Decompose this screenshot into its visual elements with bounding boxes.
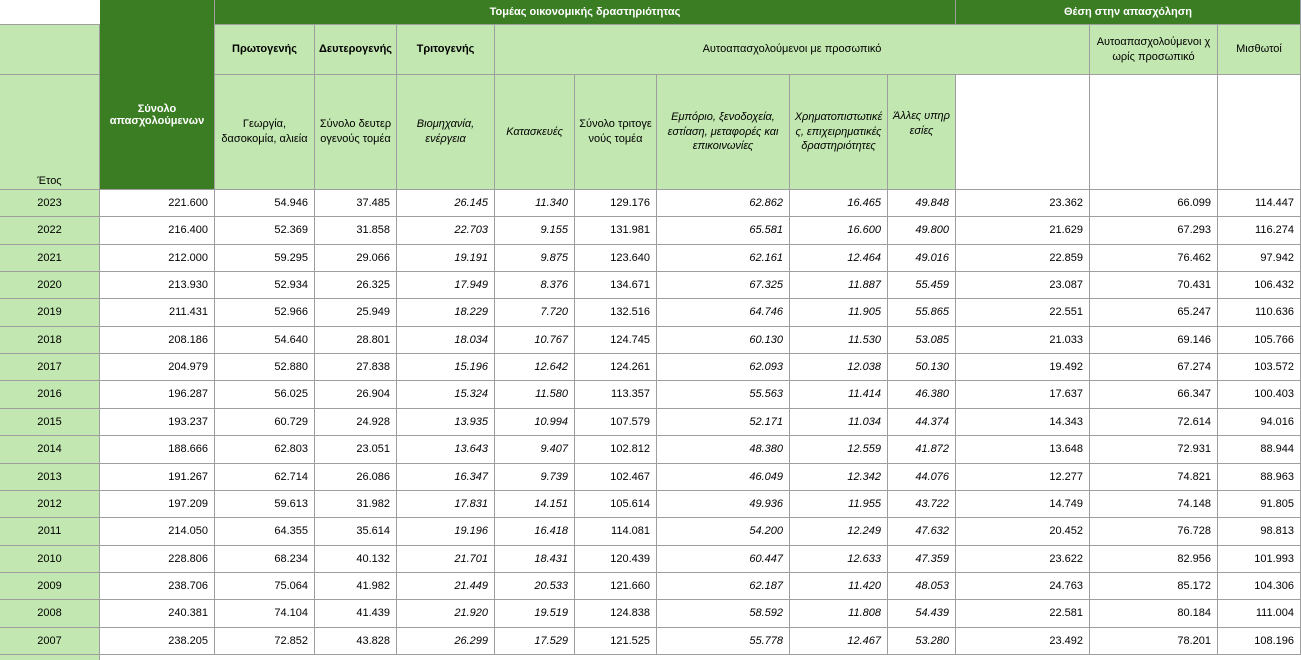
cell-self-employed-with-staff[interactable]: 23.492 [956, 628, 1090, 655]
header-industry-text: Βιομηχανία, ενέργεια [416, 118, 475, 145]
cell-employees[interactable]: 110.636 [1218, 299, 1301, 327]
header-tertiary-total-text: Σύνολο τριτογενούς τομέα [579, 118, 652, 145]
cell-self-employed-without-staff[interactable]: 72.614 [1090, 409, 1218, 436]
header-primary-text: Πρωτογενής [232, 43, 297, 56]
cell-other-services[interactable]: 43.722 [888, 491, 956, 518]
cell-other-services[interactable]: 55.459 [888, 272, 956, 299]
header-finance[interactable] [790, 75, 888, 190]
cell-total-employed[interactable]: 238.205 [100, 628, 215, 655]
cell-finance[interactable]: 12.467 [790, 628, 888, 655]
cell-year[interactable]: 2010 [0, 546, 100, 573]
cell-employees[interactable]: 94.016 [1218, 409, 1301, 436]
cell-secondary-total[interactable]: 24.928 [315, 409, 397, 436]
cell-finance[interactable]: 11.808 [790, 600, 888, 628]
cell-total-employed[interactable]: 240.381 [100, 600, 215, 628]
header-other-services-text: Άλλες υπηρεσίες [893, 110, 950, 137]
header-construction[interactable] [495, 75, 575, 190]
cell-trade[interactable]: 52.171 [657, 409, 790, 436]
cell-trade[interactable]: 62.862 [657, 190, 790, 217]
cell-trade[interactable]: 60.130 [657, 327, 790, 354]
header-group-position-text: Θέση στην απασχόληση [1063, 6, 1193, 18]
cell-total-employed[interactable]: 228.806 [100, 546, 215, 573]
cell-self-employed-with-staff[interactable]: 21.033 [956, 327, 1090, 354]
cell-tertiary-total[interactable]: 107.579 [575, 409, 657, 436]
cell-secondary-total[interactable]: 27.838 [315, 354, 397, 381]
cell-self-employed-with-staff[interactable]: 23.087 [956, 272, 1090, 299]
header-primary[interactable] [215, 25, 315, 75]
cell-construction[interactable]: 10.767 [495, 327, 575, 354]
header-group-sector-text: Τομέας οικονομικής δραστηριότητας [489, 6, 681, 18]
cell-finance[interactable]: 12.559 [790, 436, 888, 464]
cell-construction[interactable]: 11.580 [495, 381, 575, 409]
cell-self-employed-without-staff[interactable]: 74.148 [1090, 491, 1218, 518]
cell-secondary-total[interactable]: 43.828 [315, 628, 397, 655]
header-other-services[interactable] [888, 75, 956, 190]
cell-year[interactable]: 2007 [0, 628, 100, 655]
cell-construction[interactable]: 9.739 [495, 464, 575, 491]
cell-industry[interactable]: 13.643 [397, 436, 495, 464]
cell-total-employed[interactable]: 221.600 [100, 190, 215, 217]
cell-self-employed-without-staff[interactable]: 76.462 [1090, 245, 1218, 272]
cell-self-employed-with-staff[interactable]: 13.648 [956, 436, 1090, 464]
header-construction-text: Κατασκευές [506, 125, 563, 138]
header-group-sector[interactable] [215, 0, 956, 25]
cell-year[interactable]: 2018 [0, 327, 100, 354]
cell-year[interactable]: 2017 [0, 354, 100, 381]
cell-year[interactable]: 2014 [0, 436, 100, 464]
cell-self-employed-without-staff[interactable]: 65.247 [1090, 299, 1218, 327]
cell-employees[interactable]: 114.447 [1218, 190, 1301, 217]
cell-finance[interactable]: 16.600 [790, 217, 888, 245]
cell-other-services[interactable]: 50.130 [888, 354, 956, 381]
cell-self-employed-with-staff[interactable]: 23.622 [956, 546, 1090, 573]
cell-secondary-total[interactable]: 29.066 [315, 245, 397, 272]
cell-trade[interactable]: 55.778 [657, 628, 790, 655]
cell-industry[interactable]: 17.949 [397, 272, 495, 299]
cell-year[interactable]: 2013 [0, 464, 100, 491]
cell-secondary-total[interactable]: 31.982 [315, 491, 397, 518]
cell-industry[interactable]: 15.196 [397, 354, 495, 381]
cell-secondary-total[interactable]: 41.439 [315, 600, 397, 628]
cell-year[interactable]: 2021 [0, 245, 100, 272]
cell-tertiary-total[interactable]: 124.261 [575, 354, 657, 381]
cell-finance[interactable]: 11.530 [790, 327, 888, 354]
cell-employees[interactable]: 101.993 [1218, 546, 1301, 573]
cell-other-services[interactable]: 44.076 [888, 464, 956, 491]
header-secondary-total-text: Σύνολο δευτερογενούς τομέα [319, 118, 392, 145]
cell-secondary-total[interactable]: 26.325 [315, 272, 397, 299]
header-self-employed-without-staff-text: Αυτοαπασχολούμενοι χωρίς προσωπικό [1096, 35, 1211, 63]
cell-industry[interactable]: 18.034 [397, 327, 495, 354]
header-agriculture-text: Γεωργία, δασοκομία, αλιεία [221, 118, 308, 145]
cell-self-employed-without-staff[interactable]: 78.201 [1090, 628, 1218, 655]
cell-construction[interactable]: 19.519 [495, 600, 575, 628]
cell-tertiary-total[interactable]: 113.357 [575, 381, 657, 409]
cell-self-employed-with-staff[interactable]: 22.551 [956, 299, 1090, 327]
cell-self-employed-with-staff[interactable]: 19.492 [956, 354, 1090, 381]
header-trade[interactable] [657, 75, 790, 190]
header-blank-b [956, 75, 1090, 190]
cell-trade[interactable]: 58.592 [657, 600, 790, 628]
cell-other-services[interactable]: 48.053 [888, 573, 956, 600]
cell-total-employed[interactable]: 213.930 [100, 272, 215, 299]
cell-secondary-total[interactable]: 41.982 [315, 573, 397, 600]
cell-total-employed[interactable]: 212.000 [100, 245, 215, 272]
cell-agriculture[interactable]: 74.104 [215, 600, 315, 628]
cell-agriculture[interactable]: 60.729 [215, 409, 315, 436]
cell-total-employed[interactable]: 238.706 [100, 573, 215, 600]
header-tertiary-text: Τριτογενής [416, 43, 475, 56]
header-year[interactable] [0, 75, 100, 190]
header-year-text: Έτος [37, 175, 62, 188]
cell-finance[interactable]: 11.955 [790, 491, 888, 518]
cell-trade[interactable]: 48.380 [657, 436, 790, 464]
cell-trade[interactable]: 67.325 [657, 272, 790, 299]
cell-finance[interactable]: 11.414 [790, 381, 888, 409]
cell-self-employed-without-staff[interactable]: 76.728 [1090, 518, 1218, 546]
cell-trade[interactable]: 60.447 [657, 546, 790, 573]
cell-construction[interactable]: 10.994 [495, 409, 575, 436]
cell-employees[interactable]: 88.944 [1218, 436, 1301, 464]
cell-total-employed[interactable]: 191.267 [100, 464, 215, 491]
cell-other-services[interactable]: 53.085 [888, 327, 956, 354]
cell-total-employed[interactable]: 211.431 [100, 299, 215, 327]
cell-self-employed-without-staff[interactable]: 80.184 [1090, 600, 1218, 628]
cell-employees[interactable]: 116.274 [1218, 217, 1301, 245]
header-industry[interactable] [397, 75, 495, 190]
cell-tertiary-total[interactable]: 124.838 [575, 600, 657, 628]
header-blank-d [1218, 75, 1301, 190]
cell-industry[interactable]: 19.191 [397, 245, 495, 272]
cell-self-employed-with-staff[interactable]: 14.749 [956, 491, 1090, 518]
header-finance-text: Χρηματοπιστωτικές, επιχειρηματικές δραστηριότητες [794, 110, 883, 153]
cell-employees[interactable]: 91.805 [1218, 491, 1301, 518]
cell-total-employed[interactable]: 214.050 [100, 518, 215, 546]
cell-other-services[interactable]: 41.872 [888, 436, 956, 464]
cell-construction[interactable]: 18.431 [495, 546, 575, 573]
cell-secondary-total[interactable]: 40.132 [315, 546, 397, 573]
cell-secondary-total[interactable]: 26.904 [315, 381, 397, 409]
cell-industry[interactable]: 19.196 [397, 518, 495, 546]
cell-year[interactable]: 2011 [0, 518, 100, 546]
cell-agriculture[interactable]: 72.852 [215, 628, 315, 655]
cell-employees[interactable]: 104.306 [1218, 573, 1301, 600]
cell-tertiary-total[interactable]: 134.671 [575, 272, 657, 299]
header-self-employed-with-staff-text: Αυτοαπασχολούμενοι με προσωπικό [702, 43, 882, 56]
cell-agriculture[interactable]: 59.613 [215, 491, 315, 518]
cell-industry[interactable]: 15.324 [397, 381, 495, 409]
cell-employees[interactable]: 105.766 [1218, 327, 1301, 354]
cell-tertiary-total[interactable]: 114.081 [575, 518, 657, 546]
cell-self-employed-with-staff[interactable]: 22.859 [956, 245, 1090, 272]
cell-self-employed-without-staff[interactable]: 67.293 [1090, 217, 1218, 245]
cell-trade[interactable]: 49.936 [657, 491, 790, 518]
cell-employees[interactable]: 103.572 [1218, 354, 1301, 381]
cell-self-employed-without-staff[interactable]: 66.347 [1090, 381, 1218, 409]
cell-other-services[interactable]: 53.280 [888, 628, 956, 655]
header-agriculture[interactable] [215, 75, 315, 190]
cell-agriculture[interactable]: 64.355 [215, 518, 315, 546]
cell-self-employed-with-staff[interactable]: 20.452 [956, 518, 1090, 546]
cell-finance[interactable]: 12.633 [790, 546, 888, 573]
cell-employees[interactable]: 106.432 [1218, 272, 1301, 299]
cell-tertiary-total[interactable]: 105.614 [575, 491, 657, 518]
cell-other-services[interactable]: 46.380 [888, 381, 956, 409]
cell-self-employed-with-staff[interactable]: 24.763 [956, 573, 1090, 600]
cell-year[interactable]: 2008 [0, 600, 100, 628]
cell-finance[interactable]: 11.420 [790, 573, 888, 600]
header-self-employed-without-staff[interactable] [1090, 25, 1218, 75]
cell-year[interactable]: 2019 [0, 299, 100, 327]
cell-construction[interactable]: 9.155 [495, 217, 575, 245]
cell-finance[interactable]: 12.464 [790, 245, 888, 272]
cell-year[interactable]: 2009 [0, 573, 100, 600]
cell-self-employed-with-staff[interactable]: 21.629 [956, 217, 1090, 245]
cell-self-employed-with-staff[interactable]: 14.343 [956, 409, 1090, 436]
header-secondary-text: Δευτερογενής [318, 43, 393, 56]
cell-secondary-total[interactable]: 23.051 [315, 436, 397, 464]
cell-construction[interactable]: 12.642 [495, 354, 575, 381]
cell-total-employed[interactable]: 208.186 [100, 327, 215, 354]
cell-finance[interactable]: 12.342 [790, 464, 888, 491]
cell-agriculture[interactable]: 75.064 [215, 573, 315, 600]
cell-agriculture[interactable]: 54.946 [215, 190, 315, 217]
cell-industry[interactable]: 18.229 [397, 299, 495, 327]
cell-total-employed[interactable]: 193.237 [100, 409, 215, 436]
cell-industry[interactable]: 13.935 [397, 409, 495, 436]
cell-trade[interactable]: 65.581 [657, 217, 790, 245]
cell-trade[interactable]: 55.563 [657, 381, 790, 409]
cell-agriculture[interactable]: 52.369 [215, 217, 315, 245]
cell-construction[interactable]: 7.720 [495, 299, 575, 327]
cell-construction[interactable]: 8.376 [495, 272, 575, 299]
cell-construction[interactable]: 17.529 [495, 628, 575, 655]
cell-industry[interactable]: 26.145 [397, 190, 495, 217]
cell-employees[interactable]: 88.963 [1218, 464, 1301, 491]
cell-tertiary-total[interactable]: 121.525 [575, 628, 657, 655]
cell-finance[interactable]: 12.038 [790, 354, 888, 381]
cell-secondary-total[interactable]: 26.086 [315, 464, 397, 491]
cell-other-services[interactable]: 54.439 [888, 600, 956, 628]
cell-self-employed-with-staff[interactable]: 23.362 [956, 190, 1090, 217]
cell-tertiary-total[interactable]: 124.745 [575, 327, 657, 354]
cell-tertiary-total[interactable]: 131.981 [575, 217, 657, 245]
cell-industry[interactable]: 21.701 [397, 546, 495, 573]
cell-secondary-total[interactable]: 28.801 [315, 327, 397, 354]
cell-finance[interactable]: 11.905 [790, 299, 888, 327]
cell-other-services[interactable]: 47.359 [888, 546, 956, 573]
cell-tertiary-total[interactable]: 121.660 [575, 573, 657, 600]
header-total-employed-text: Σύνολο απασχολούμενων [109, 102, 205, 127]
cell-self-employed-without-staff[interactable]: 70.431 [1090, 272, 1218, 299]
cell-agriculture[interactable]: 52.934 [215, 272, 315, 299]
cell-total-employed[interactable]: 196.287 [100, 381, 215, 409]
cell-tertiary-total[interactable]: 120.439 [575, 546, 657, 573]
cell-other-services[interactable]: 44.374 [888, 409, 956, 436]
header-self-employed-with-staff[interactable] [495, 25, 1090, 75]
cell-secondary-total[interactable]: 31.858 [315, 217, 397, 245]
header-total-employed[interactable] [100, 0, 215, 190]
cell-trade[interactable]: 46.049 [657, 464, 790, 491]
cell-industry[interactable]: 16.347 [397, 464, 495, 491]
cell-agriculture[interactable]: 59.295 [215, 245, 315, 272]
cell-agriculture[interactable]: 56.025 [215, 381, 315, 409]
cell-year[interactable]: 2022 [0, 217, 100, 245]
cell-trade[interactable]: 62.093 [657, 354, 790, 381]
header-employees[interactable] [1218, 25, 1301, 75]
cell-tertiary-total[interactable]: 102.812 [575, 436, 657, 464]
cell-industry[interactable]: 17.831 [397, 491, 495, 518]
cell-construction[interactable]: 9.407 [495, 436, 575, 464]
corner-cell [0, 0, 100, 25]
cell-total-employed[interactable]: 197.209 [100, 491, 215, 518]
cell-tertiary-total[interactable]: 132.516 [575, 299, 657, 327]
cell-year[interactable]: 2015 [0, 409, 100, 436]
cell-agriculture[interactable]: 62.714 [215, 464, 315, 491]
cell-other-services[interactable]: 49.016 [888, 245, 956, 272]
cell-year[interactable]: 2023 [0, 190, 100, 217]
cell-finance[interactable]: 11.034 [790, 409, 888, 436]
cell-agriculture[interactable]: 52.966 [215, 299, 315, 327]
row-gap [0, 655, 1301, 660]
cell-self-employed-without-staff[interactable]: 66.099 [1090, 190, 1218, 217]
cell-construction[interactable]: 11.340 [495, 190, 575, 217]
cell-construction[interactable]: 20.533 [495, 573, 575, 600]
cell-employees[interactable]: 111.004 [1218, 600, 1301, 628]
cell-self-employed-with-staff[interactable]: 12.277 [956, 464, 1090, 491]
cell-agriculture[interactable]: 62.803 [215, 436, 315, 464]
cell-year[interactable]: 2012 [0, 491, 100, 518]
header-employees-text: Μισθωτοί [1236, 43, 1282, 56]
cell-total-employed[interactable]: 216.400 [100, 217, 215, 245]
cell-secondary-total[interactable]: 35.614 [315, 518, 397, 546]
cell-self-employed-without-staff[interactable]: 72.931 [1090, 436, 1218, 464]
cell-total-employed[interactable]: 204.979 [100, 354, 215, 381]
cell-construction[interactable]: 14.151 [495, 491, 575, 518]
cell-construction[interactable]: 16.418 [495, 518, 575, 546]
header-blank-c [1090, 75, 1218, 190]
cell-tertiary-total[interactable]: 123.640 [575, 245, 657, 272]
header-tertiary[interactable] [397, 25, 495, 75]
cell-self-employed-without-staff[interactable]: 67.274 [1090, 354, 1218, 381]
cell-employees[interactable]: 108.196 [1218, 628, 1301, 655]
cell-finance[interactable]: 12.249 [790, 518, 888, 546]
cell-industry[interactable]: 22.703 [397, 217, 495, 245]
cell-finance[interactable]: 11.887 [790, 272, 888, 299]
cell-tertiary-total[interactable]: 102.467 [575, 464, 657, 491]
cell-industry[interactable]: 21.920 [397, 600, 495, 628]
header-group-position[interactable] [956, 0, 1301, 25]
cell-self-employed-without-staff[interactable]: 69.146 [1090, 327, 1218, 354]
cell-secondary-total[interactable]: 37.485 [315, 190, 397, 217]
cell-employees[interactable]: 100.403 [1218, 381, 1301, 409]
cell-self-employed-with-staff[interactable]: 17.637 [956, 381, 1090, 409]
cell-construction[interactable]: 9.875 [495, 245, 575, 272]
cell-trade[interactable]: 64.746 [657, 299, 790, 327]
cell-trade[interactable]: 62.161 [657, 245, 790, 272]
cell-industry[interactable]: 21.449 [397, 573, 495, 600]
cell-trade[interactable]: 54.200 [657, 518, 790, 546]
cell-other-services[interactable]: 49.848 [888, 190, 956, 217]
cell-trade[interactable]: 62.187 [657, 573, 790, 600]
header-secondary[interactable] [315, 25, 397, 75]
header-trade-text: Εμπόριο, ξενοδοχεία, εστίαση, μεταφορές και επικοινωνίες [667, 110, 779, 153]
header-blank-a [0, 25, 100, 75]
cell-other-services[interactable]: 49.800 [888, 217, 956, 245]
cell-agriculture[interactable]: 68.234 [215, 546, 315, 573]
cell-agriculture[interactable]: 52.880 [215, 354, 315, 381]
cell-secondary-total[interactable]: 25.949 [315, 299, 397, 327]
cell-other-services[interactable]: 47.632 [888, 518, 956, 546]
header-tertiary-total[interactable] [575, 75, 657, 190]
cell-self-employed-without-staff[interactable]: 85.172 [1090, 573, 1218, 600]
cell-finance[interactable]: 16.465 [790, 190, 888, 217]
cell-self-employed-with-staff[interactable]: 22.581 [956, 600, 1090, 628]
cell-year[interactable]: 2020 [0, 272, 100, 299]
cell-employees[interactable]: 97.942 [1218, 245, 1301, 272]
cell-agriculture[interactable]: 54.640 [215, 327, 315, 354]
cell-self-employed-without-staff[interactable]: 82.956 [1090, 546, 1218, 573]
cell-self-employed-without-staff[interactable]: 74.821 [1090, 464, 1218, 491]
cell-year[interactable]: 2016 [0, 381, 100, 409]
header-secondary-total[interactable] [315, 75, 397, 190]
cell-industry[interactable]: 26.299 [397, 628, 495, 655]
cell-tertiary-total[interactable]: 129.176 [575, 190, 657, 217]
cell-employees[interactable]: 98.813 [1218, 518, 1301, 546]
cell-other-services[interactable]: 55.865 [888, 299, 956, 327]
cell-total-employed[interactable]: 188.666 [100, 436, 215, 464]
